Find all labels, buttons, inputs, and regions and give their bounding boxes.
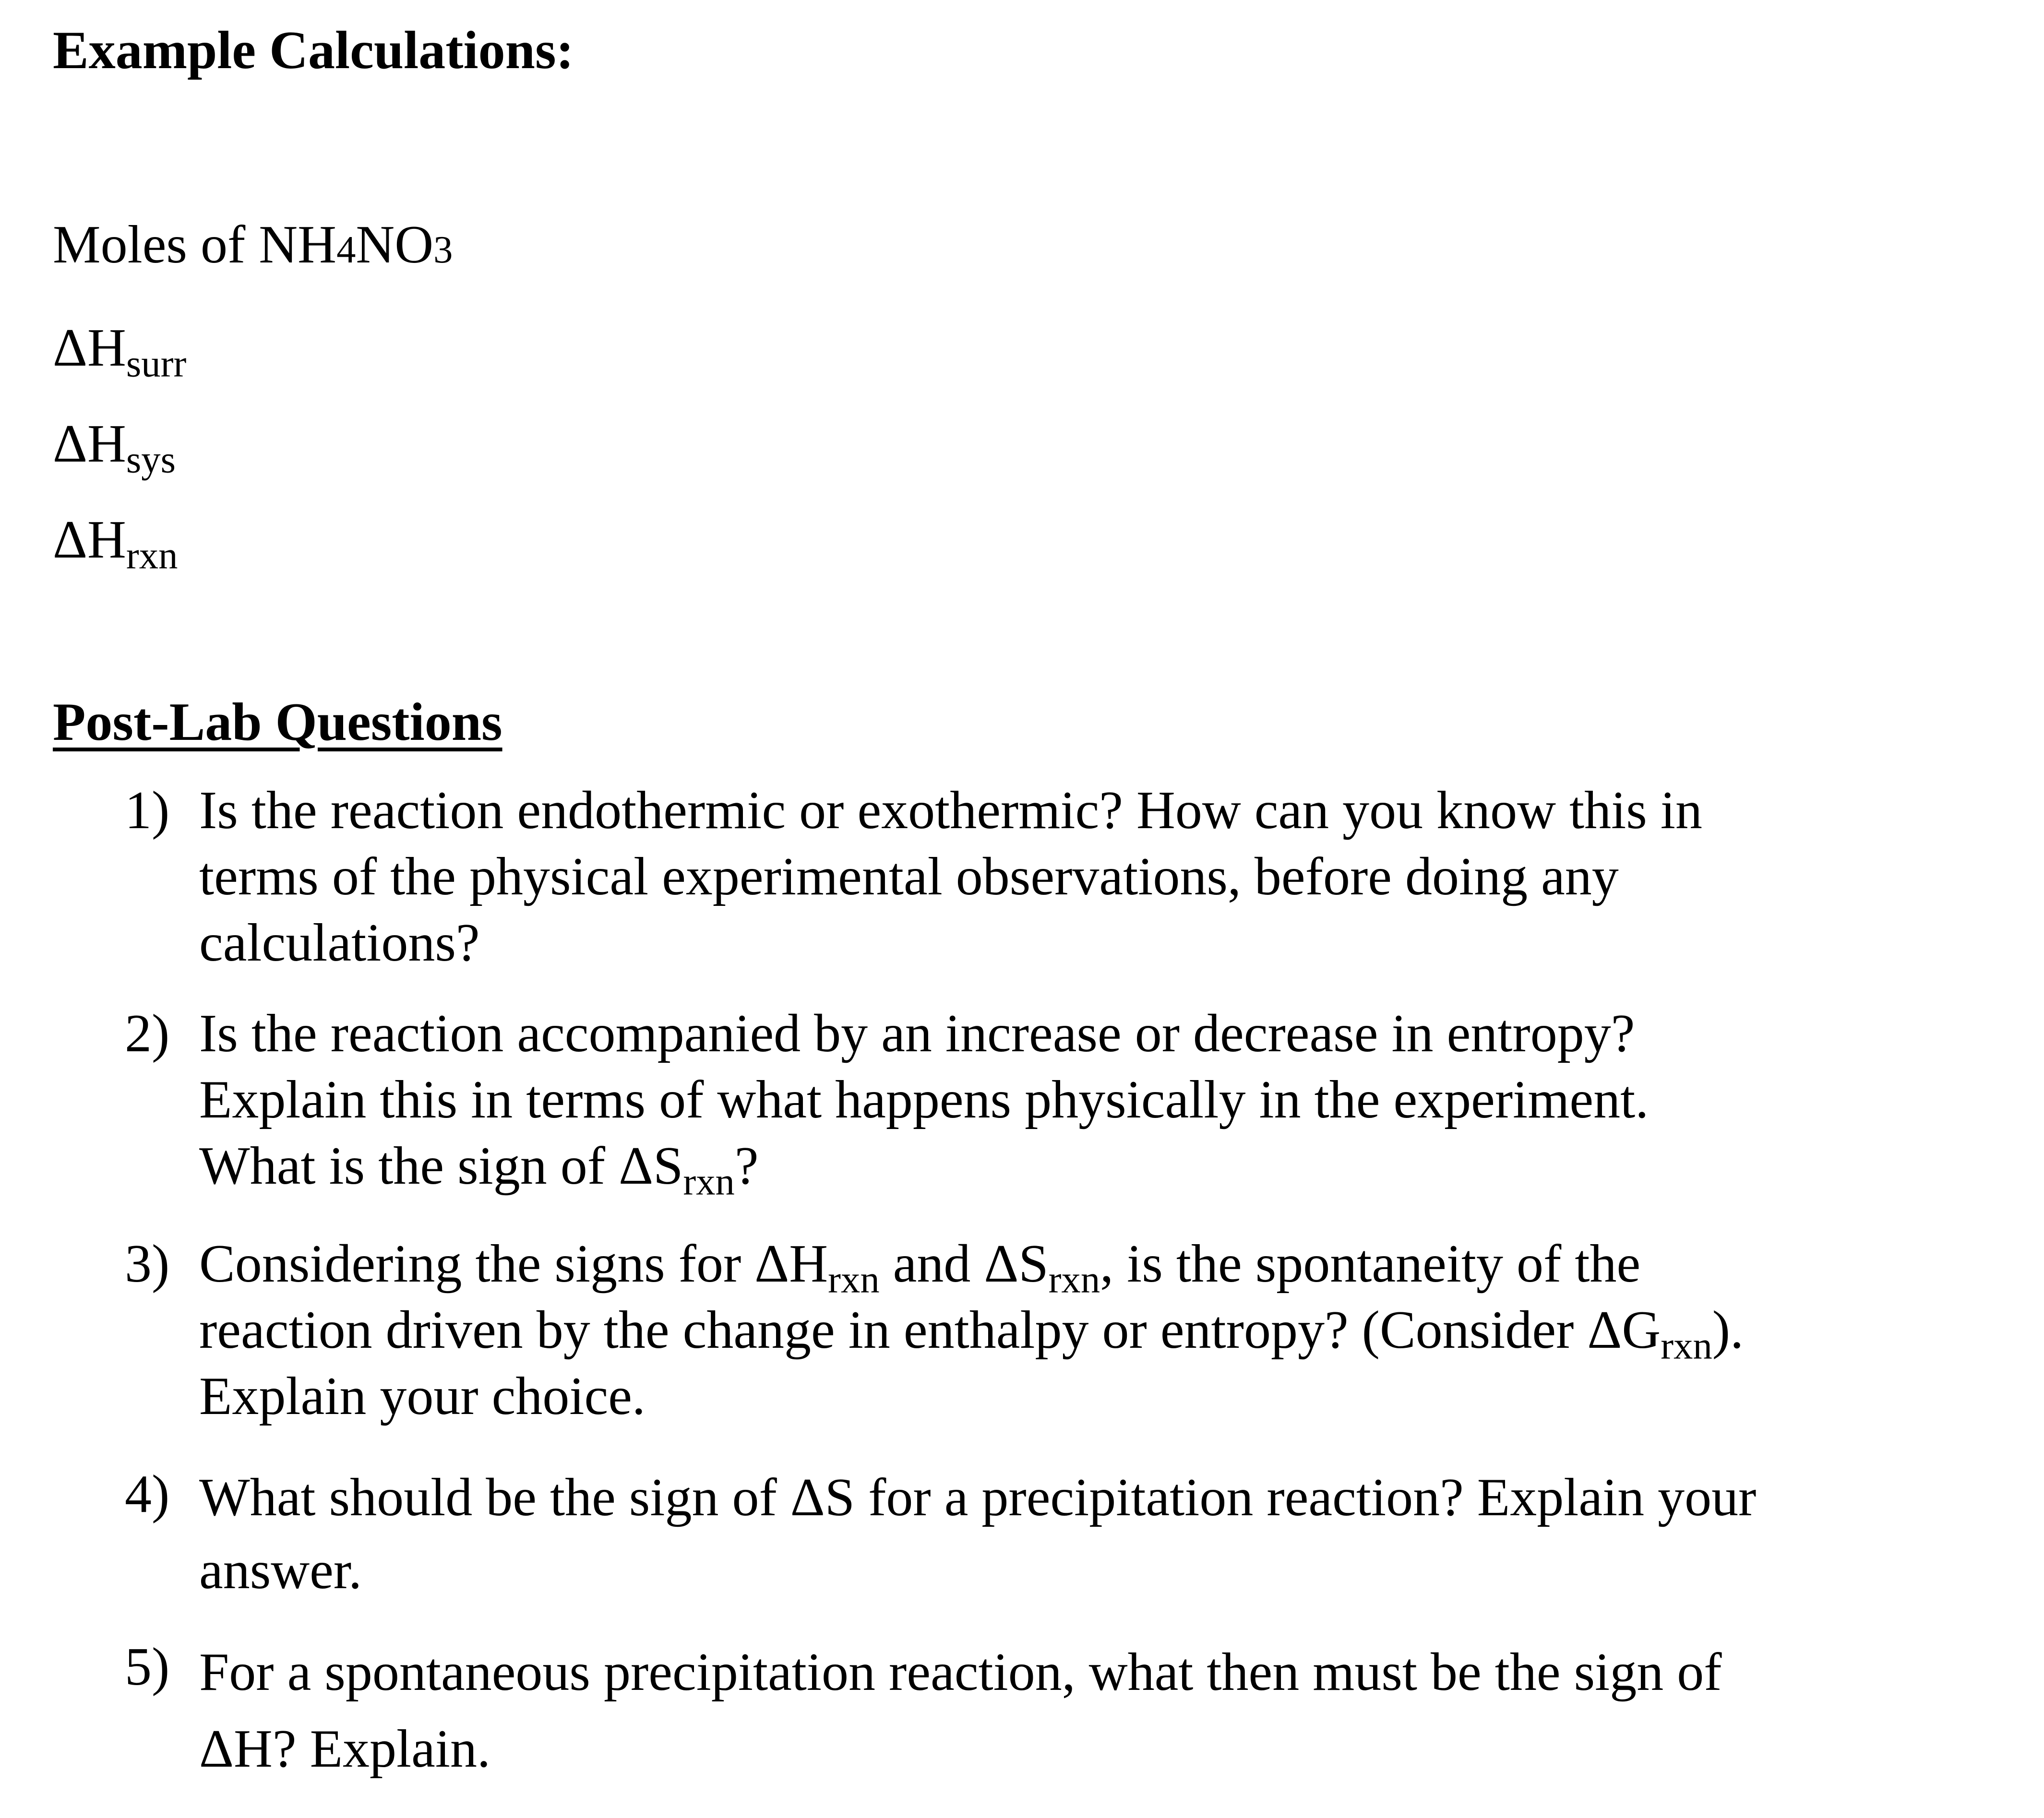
question-line: terms of the physical experimental observations, before doing any — [199, 847, 1619, 906]
question-line: Is the reaction endothermic or exothermic? How can you know this in — [199, 781, 1702, 840]
question-text — [199, 1634, 2023, 1787]
moles-label: Moles of NH — [53, 215, 337, 274]
dh-surr-subscript: surr — [126, 342, 187, 385]
question-fragment: What is the sign of ΔS — [199, 1136, 683, 1196]
question-line: Explain your choice. — [199, 1366, 645, 1426]
question-text — [199, 1000, 2023, 1203]
rxn-subscript: rxn — [828, 1258, 880, 1301]
moles-mid: NO — [356, 215, 434, 274]
moles-subscript-3: 3 — [433, 228, 453, 271]
dh-sys-subscript: sys — [126, 438, 176, 481]
dh-sys-symbol: ΔH — [53, 414, 126, 474]
post-lab-questions-heading: Post-Lab Questions — [53, 692, 502, 752]
question-number: 1) — [125, 781, 170, 840]
moles-line — [53, 211, 453, 278]
question-text — [199, 1461, 2023, 1607]
moles-subscript-4: 4 — [336, 228, 356, 271]
question-line: Explain this in terms of what happens physically in the experiment. — [199, 1070, 1649, 1129]
question-fragment: Considering the signs for ΔH — [199, 1234, 828, 1294]
question-number: 5) — [125, 1637, 170, 1697]
rxn-subscript: rxn — [1048, 1258, 1100, 1301]
question-text — [199, 1231, 2023, 1429]
question-number: 3) — [125, 1234, 170, 1294]
question-number: 2) — [125, 1004, 170, 1063]
dh-sys-line — [53, 410, 176, 481]
question-line: For a spontaneous precipitation reaction, what then must be the sign of — [199, 1642, 1722, 1702]
dh-rxn-line — [53, 506, 178, 577]
dh-rxn-symbol: ΔH — [53, 510, 126, 570]
question-line — [199, 1297, 2023, 1367]
question-line: answer. — [199, 1541, 362, 1600]
dh-surr-line — [53, 314, 187, 385]
dh-surr-symbol: ΔH — [53, 318, 126, 378]
rxn-subscript: rxn — [683, 1160, 735, 1203]
question-line — [199, 1133, 2023, 1203]
question-fragment: and ΔS — [879, 1234, 1049, 1294]
question-fragment: , is the spontaneity of the — [1100, 1234, 1641, 1294]
rxn-subscript: rxn — [1661, 1324, 1712, 1367]
question-fragment: reaction driven by the change in enthalpy or entropy? (Consider ΔG — [199, 1300, 1661, 1360]
question-text — [199, 777, 2023, 976]
dh-rxn-subscript: rxn — [126, 534, 178, 577]
example-calculations-heading: Example Calculations: — [53, 21, 574, 80]
question-fragment: ). — [1712, 1300, 1744, 1360]
question-line: calculations? — [199, 913, 480, 973]
question-line — [199, 1231, 2023, 1301]
question-number: 4) — [125, 1464, 170, 1524]
question-line: What should be the sign of ΔS for a precipitation reaction? Explain your — [199, 1468, 1757, 1527]
question-line: Is the reaction accompanied by an increase or decrease in entropy? — [199, 1004, 1635, 1063]
question-line: ΔH? Explain. — [199, 1719, 490, 1779]
question-fragment: ? — [734, 1136, 759, 1196]
